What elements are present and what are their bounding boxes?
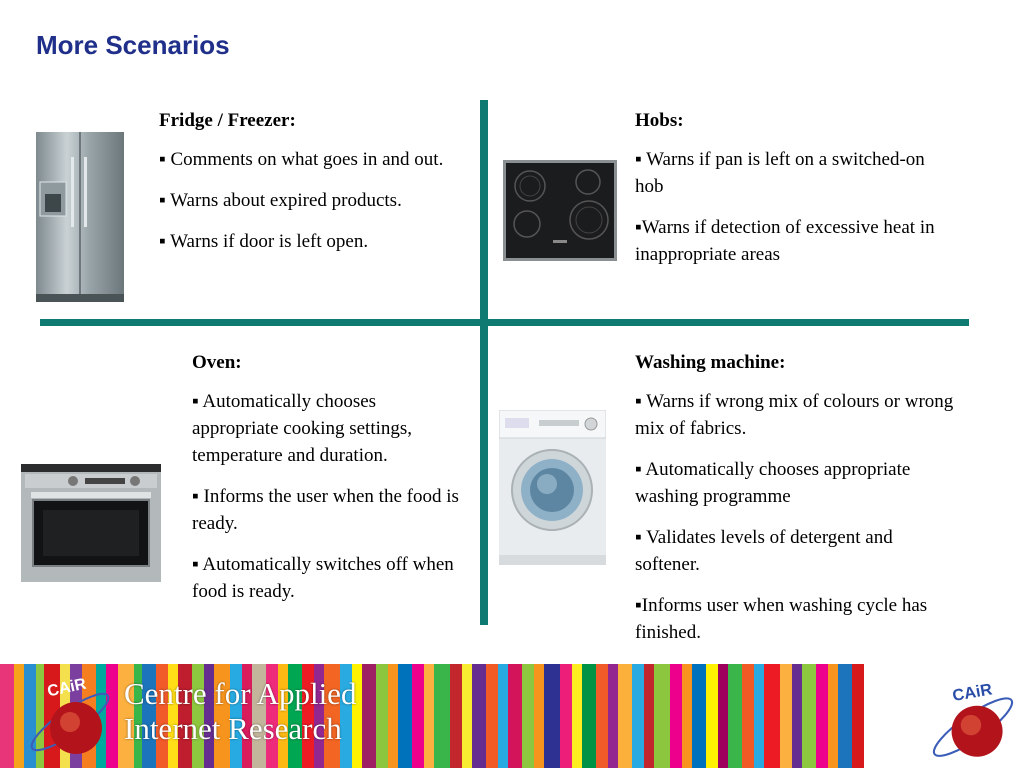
fridge-section [159, 110, 479, 269]
hobs-item: ▪ Warns if pan is left on a switched-on hob [635, 149, 925, 197]
cair-logo-box [922, 674, 1024, 768]
hobs-section [635, 110, 950, 282]
washing-machine-section [635, 352, 960, 660]
fridge-item: ▪ Warns if door is left open. [159, 231, 369, 252]
horizontal-divider [40, 319, 969, 326]
washing-item: ▪ Validates levels of detergent and softener. [635, 527, 893, 575]
glyndwr-line-1: PRIFYSGOL [866, 709, 904, 715]
oven-heading: Oven: [192, 352, 242, 373]
hobs-heading: Hobs: [635, 110, 684, 131]
washing-item: ▪ Automatically chooses appropriate washing programme [635, 459, 911, 507]
cair-logo [20, 672, 120, 764]
glyndwr-logo [866, 674, 924, 764]
fridge-heading: Fridge / Freezer: [159, 110, 296, 131]
oven-item: ▪ Automatically chooses appropriate cooking settings, temperature and duration. [192, 391, 413, 466]
hob-image [503, 160, 617, 261]
footer-title [124, 676, 356, 746]
footer-line-1: Centre for Applied [124, 676, 357, 711]
cair-logo-right [922, 674, 1024, 768]
glyndwr-line-2: GLYNDWR U [866, 718, 906, 724]
page-title: More Scenarios [36, 30, 230, 60]
washing-machine-image [499, 410, 606, 565]
oven-item: ▪ Informs the user when the food is ready. [192, 486, 459, 534]
washing-item: ▪Informs user when washing cycle has finished. [635, 595, 928, 643]
footer-banner [0, 664, 1024, 768]
fridge-item: ▪ Comments on what goes in and out. [159, 149, 444, 170]
fridge-item: ▪ Warns about expired products. [159, 190, 402, 211]
oven-section [192, 352, 467, 619]
cair-logo-text: CAiR [45, 675, 88, 701]
cair-logo-right-text: CAiR [951, 680, 994, 706]
glyndwr-g: g [866, 672, 883, 709]
washing-heading: Washing machine: [635, 352, 786, 373]
footer-line-2: Internet Research [124, 711, 342, 746]
hobs-item: ▪Warns if detection of excessive heat in inappropriate areas [635, 217, 935, 265]
vertical-divider [480, 100, 488, 625]
glyndwr-ly: ly [883, 672, 910, 709]
washing-item: ▪ Warns if wrong mix of colours or wrong mix of fabrics. [635, 391, 954, 439]
fridge-image [36, 132, 124, 302]
oven-item: ▪ Automatically switches off when food is ready. [192, 554, 454, 602]
oven-image [21, 464, 161, 582]
